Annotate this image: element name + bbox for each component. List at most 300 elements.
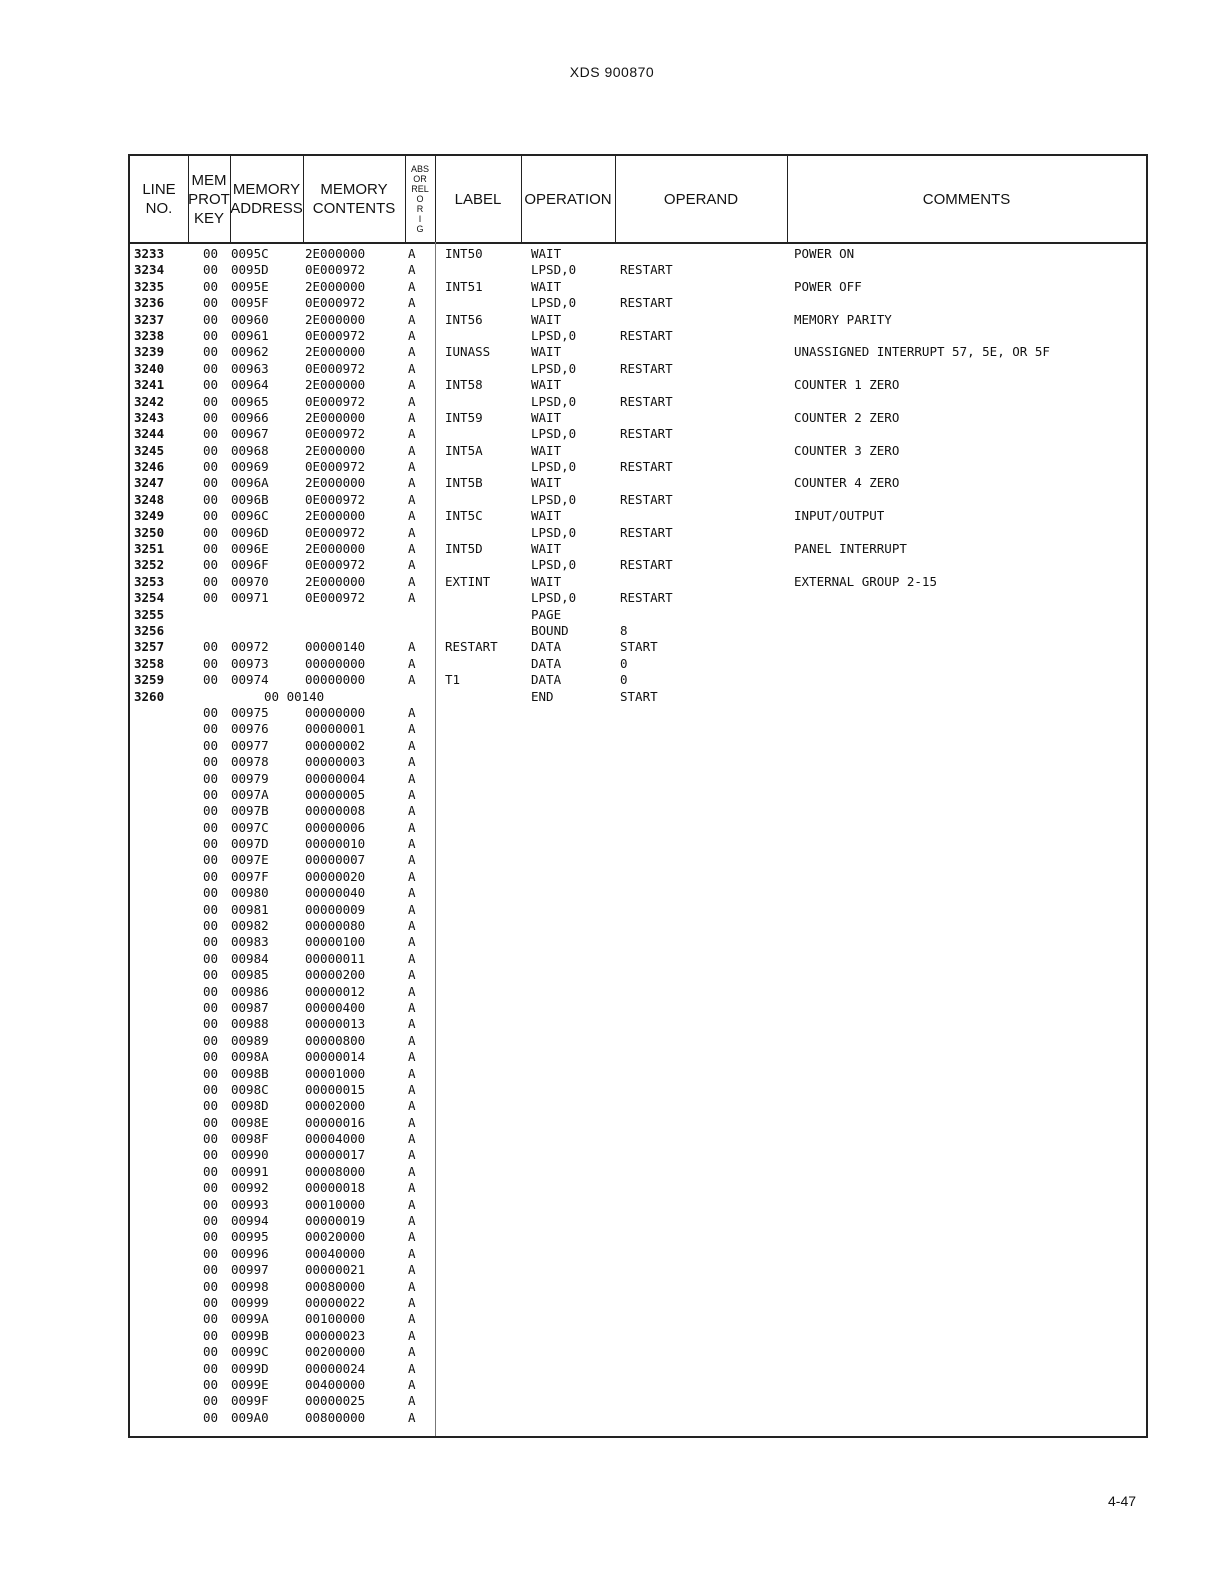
mem-prot-key: 00 bbox=[203, 1131, 219, 1147]
memory-contents: 2E000000 bbox=[305, 442, 366, 458]
memory-address: 0097C bbox=[231, 819, 269, 835]
table-row bbox=[130, 1098, 1146, 1114]
memory-contents: 00200000 bbox=[305, 1344, 366, 1360]
memory-address: 00989 bbox=[231, 1032, 269, 1048]
table-row bbox=[130, 1049, 1146, 1065]
mem-prot-key: 00 bbox=[203, 786, 219, 802]
abs-rel-flag: A bbox=[408, 704, 416, 720]
operation-cell: WAIT bbox=[531, 344, 562, 360]
memory-address: 0099B bbox=[231, 1327, 269, 1343]
memory-contents: 00000010 bbox=[305, 836, 366, 852]
line-number: 3257 bbox=[134, 639, 165, 655]
table-row bbox=[130, 984, 1146, 1000]
table-row bbox=[130, 459, 1146, 475]
table-row bbox=[130, 951, 1146, 967]
line-number: 3235 bbox=[134, 278, 165, 294]
table-row bbox=[130, 1164, 1146, 1180]
memory-contents: 2E000000 bbox=[305, 409, 366, 425]
memory-contents: 00000009 bbox=[305, 901, 366, 917]
memory-contents: 0E000972 bbox=[305, 557, 366, 573]
memory-contents: 2E000000 bbox=[305, 573, 366, 589]
abs-rel-flag: A bbox=[408, 1376, 416, 1392]
mem-prot-key: 00 bbox=[203, 999, 219, 1015]
comment-cell: COUNTER 2 ZERO bbox=[794, 409, 900, 425]
abs-rel-flag: A bbox=[408, 901, 416, 917]
memory-address: 0096E bbox=[231, 541, 269, 557]
memory-contents: 00000000 bbox=[305, 672, 366, 688]
operation-cell: BOUND bbox=[531, 622, 569, 638]
abs-rel-flag: A bbox=[408, 1409, 416, 1425]
label-cell: INT5B bbox=[445, 475, 483, 491]
table-row bbox=[130, 869, 1146, 885]
abs-rel-flag: A bbox=[408, 672, 416, 688]
memory-address: 0099E bbox=[231, 1376, 269, 1392]
table-row bbox=[130, 623, 1146, 639]
abs-rel-flag: A bbox=[408, 426, 416, 442]
mem-prot-key: 00 bbox=[203, 967, 219, 983]
memory-address: 00987 bbox=[231, 999, 269, 1015]
memory-contents: 00800000 bbox=[305, 1409, 366, 1425]
memory-address: 00985 bbox=[231, 967, 269, 983]
memory-address: 0096A bbox=[231, 475, 269, 491]
abs-rel-flag: A bbox=[408, 1114, 416, 1130]
memory-address: 00984 bbox=[231, 950, 269, 966]
memory-contents: 0E000972 bbox=[305, 393, 366, 409]
table-row bbox=[130, 557, 1146, 573]
memory-contents: 0E000972 bbox=[305, 262, 366, 278]
memory-contents: 00000019 bbox=[305, 1213, 366, 1229]
abs-rel-flag: A bbox=[408, 852, 416, 868]
table-row bbox=[130, 639, 1146, 655]
memory-address: 0095E bbox=[231, 278, 269, 294]
table-row bbox=[130, 852, 1146, 868]
mem-prot-key: 00 bbox=[203, 557, 219, 573]
table-header bbox=[130, 156, 1146, 244]
memory-address: 0099F bbox=[231, 1393, 269, 1409]
memory-contents: 0E000972 bbox=[305, 295, 366, 311]
mem-prot-key: 00 bbox=[203, 1327, 219, 1343]
operation-cell: LPSD,0 bbox=[531, 590, 577, 606]
abs-rel-flag: A bbox=[408, 459, 416, 475]
operation-cell: LPSD,0 bbox=[531, 262, 577, 278]
memory-contents: 00000016 bbox=[305, 1114, 366, 1130]
table-row bbox=[130, 1295, 1146, 1311]
table-row bbox=[130, 574, 1146, 590]
mem-prot-key: 00 bbox=[203, 1049, 219, 1065]
memory-address: 0099D bbox=[231, 1360, 269, 1376]
abs-rel-flag: A bbox=[408, 246, 416, 261]
table-row bbox=[130, 1033, 1146, 1049]
table-row bbox=[130, 1262, 1146, 1278]
memory-contents: 00040000 bbox=[305, 1245, 366, 1261]
mem-prot-key: 00 bbox=[203, 393, 219, 409]
operand-cell: RESTART bbox=[620, 295, 673, 311]
memory-contents: 00000800 bbox=[305, 1032, 366, 1048]
table-row bbox=[130, 295, 1146, 311]
mem-prot-key: 00 bbox=[203, 1213, 219, 1229]
operand-cell: RESTART bbox=[620, 393, 673, 409]
header-abs-rel-orig: ABS OR REL O R I G bbox=[410, 164, 429, 234]
abs-rel-flag: A bbox=[408, 508, 416, 524]
table-row bbox=[130, 344, 1146, 360]
mem-prot-key: 00 bbox=[203, 1065, 219, 1081]
abs-rel-flag: A bbox=[408, 803, 416, 819]
memory-address: 00973 bbox=[231, 655, 269, 671]
mem-prot-key: 00 bbox=[203, 1262, 219, 1278]
mem-prot-key: 00 bbox=[203, 704, 219, 720]
mem-prot-key: 00 bbox=[203, 1180, 219, 1196]
operand-cell: RESTART bbox=[620, 262, 673, 278]
abs-rel-flag: A bbox=[408, 999, 416, 1015]
mem-prot-key: 00 bbox=[203, 475, 219, 491]
mem-prot-key: 00 bbox=[203, 1229, 219, 1245]
line-number: 3252 bbox=[134, 557, 165, 573]
memory-address: 00992 bbox=[231, 1180, 269, 1196]
line-number: 3237 bbox=[134, 311, 165, 327]
abs-rel-flag: A bbox=[408, 295, 416, 311]
label-cell: EXTINT bbox=[445, 573, 491, 589]
table-row bbox=[130, 492, 1146, 508]
operation-cell: LPSD,0 bbox=[531, 557, 577, 573]
memory-address: 00981 bbox=[231, 901, 269, 917]
abs-rel-flag: A bbox=[408, 1131, 416, 1147]
line-number: 3253 bbox=[134, 573, 165, 589]
end-value: 00 00140 bbox=[264, 688, 325, 704]
line-number: 3251 bbox=[134, 541, 165, 557]
mem-prot-key: 00 bbox=[203, 327, 219, 343]
memory-contents: 00000006 bbox=[305, 819, 366, 835]
memory-contents: 00000023 bbox=[305, 1327, 366, 1343]
memory-address: 0097D bbox=[231, 836, 269, 852]
mem-prot-key: 00 bbox=[203, 1360, 219, 1376]
comment-cell: UNASSIGNED INTERRUPT 57, 5E, OR 5F bbox=[794, 344, 1050, 360]
line-number: 3243 bbox=[134, 409, 165, 425]
memory-contents: 2E000000 bbox=[305, 541, 366, 557]
mem-prot-key: 00 bbox=[203, 344, 219, 360]
memory-address: 0096D bbox=[231, 524, 269, 540]
memory-contents: 00000008 bbox=[305, 803, 366, 819]
operation-cell: LPSD,0 bbox=[531, 524, 577, 540]
mem-prot-key: 00 bbox=[203, 426, 219, 442]
header-mem-prot-key: MEM PROT KEY bbox=[188, 171, 230, 227]
label-cell: INT50 bbox=[445, 246, 483, 261]
memory-contents: 00001000 bbox=[305, 1065, 366, 1081]
mem-prot-key: 00 bbox=[203, 541, 219, 557]
mem-prot-key: 00 bbox=[203, 295, 219, 311]
memory-contents: 0E000972 bbox=[305, 590, 366, 606]
memory-address: 00997 bbox=[231, 1262, 269, 1278]
memory-address: 00988 bbox=[231, 1016, 269, 1032]
line-number: 3246 bbox=[134, 459, 165, 475]
memory-address: 00993 bbox=[231, 1196, 269, 1212]
line-number: 3255 bbox=[134, 606, 165, 622]
mem-prot-key: 00 bbox=[203, 901, 219, 917]
memory-contents: 00000025 bbox=[305, 1393, 366, 1409]
line-number: 3238 bbox=[134, 327, 165, 343]
memory-address: 0098F bbox=[231, 1131, 269, 1147]
memory-address: 0095F bbox=[231, 295, 269, 311]
comment-cell: COUNTER 3 ZERO bbox=[794, 442, 900, 458]
table-row bbox=[130, 721, 1146, 737]
mem-prot-key: 00 bbox=[203, 639, 219, 655]
mem-prot-key: 00 bbox=[203, 442, 219, 458]
table-row bbox=[130, 967, 1146, 983]
memory-contents: 00000040 bbox=[305, 885, 366, 901]
table-row bbox=[130, 1082, 1146, 1098]
table-row bbox=[130, 607, 1146, 623]
abs-rel-flag: A bbox=[408, 344, 416, 360]
comment-cell: MEMORY PARITY bbox=[794, 311, 892, 327]
operand-cell: RESTART bbox=[620, 426, 673, 442]
memory-address: 0096B bbox=[231, 491, 269, 507]
table-row bbox=[130, 787, 1146, 803]
abs-rel-flag: A bbox=[408, 1180, 416, 1196]
mem-prot-key: 00 bbox=[203, 1196, 219, 1212]
mem-prot-key: 00 bbox=[203, 1344, 219, 1360]
memory-address: 0099A bbox=[231, 1311, 269, 1327]
line-number: 3254 bbox=[134, 590, 165, 606]
memory-contents: 0E000972 bbox=[305, 426, 366, 442]
operand-cell: START bbox=[620, 639, 658, 655]
memory-address: 0096F bbox=[231, 557, 269, 573]
table-row bbox=[130, 820, 1146, 836]
memory-contents: 0E000972 bbox=[305, 360, 366, 376]
table-row bbox=[130, 1000, 1146, 1016]
operation-cell: DATA bbox=[531, 672, 562, 688]
abs-rel-flag: A bbox=[408, 983, 416, 999]
memory-address: 00967 bbox=[231, 426, 269, 442]
memory-contents: 00000011 bbox=[305, 950, 366, 966]
abs-rel-flag: A bbox=[408, 1098, 416, 1114]
table-row bbox=[130, 705, 1146, 721]
line-number: 3258 bbox=[134, 655, 165, 671]
line-number: 3234 bbox=[134, 262, 165, 278]
mem-prot-key: 00 bbox=[203, 737, 219, 753]
abs-rel-flag: A bbox=[408, 1245, 416, 1261]
abs-rel-flag: A bbox=[408, 278, 416, 294]
table-row bbox=[130, 885, 1146, 901]
abs-rel-flag: A bbox=[408, 557, 416, 573]
operand-cell: RESTART bbox=[620, 360, 673, 376]
abs-rel-flag: A bbox=[408, 1032, 416, 1048]
mem-prot-key: 00 bbox=[203, 1163, 219, 1179]
abs-rel-flag: A bbox=[408, 639, 416, 655]
abs-rel-flag: A bbox=[408, 393, 416, 409]
comment-cell: COUNTER 1 ZERO bbox=[794, 377, 900, 393]
table-row bbox=[130, 738, 1146, 754]
table-row bbox=[130, 1377, 1146, 1393]
memory-contents: 00020000 bbox=[305, 1229, 366, 1245]
line-number: 3250 bbox=[134, 524, 165, 540]
mem-prot-key: 00 bbox=[203, 1278, 219, 1294]
abs-rel-flag: A bbox=[408, 770, 416, 786]
mem-prot-key: 00 bbox=[203, 1081, 219, 1097]
line-number: 3242 bbox=[134, 393, 165, 409]
memory-address: 00966 bbox=[231, 409, 269, 425]
operand-cell: RESTART bbox=[620, 327, 673, 343]
memory-contents: 00000014 bbox=[305, 1049, 366, 1065]
label-cell: INT5C bbox=[445, 508, 483, 524]
mem-prot-key: 00 bbox=[203, 803, 219, 819]
memory-address: 00968 bbox=[231, 442, 269, 458]
table-row bbox=[130, 803, 1146, 819]
label-cell: INT58 bbox=[445, 377, 483, 393]
line-number: 3239 bbox=[134, 344, 165, 360]
header-line-no: LINE NO. bbox=[142, 181, 176, 217]
listing-table bbox=[128, 154, 1148, 1438]
table-row bbox=[130, 541, 1146, 557]
memory-contents: 00000200 bbox=[305, 967, 366, 983]
mem-prot-key: 00 bbox=[203, 524, 219, 540]
table-row bbox=[130, 918, 1146, 934]
memory-address: 00986 bbox=[231, 983, 269, 999]
memory-contents: 00000000 bbox=[305, 655, 366, 671]
table-row bbox=[130, 246, 1146, 262]
operand-cell: 8 bbox=[620, 622, 628, 638]
mem-prot-key: 00 bbox=[203, 360, 219, 376]
memory-contents: 00000140 bbox=[305, 639, 366, 655]
table-row bbox=[130, 1279, 1146, 1295]
table-row bbox=[130, 771, 1146, 787]
mem-prot-key: 00 bbox=[203, 573, 219, 589]
abs-rel-flag: A bbox=[408, 327, 416, 343]
memory-contents: 2E000000 bbox=[305, 246, 366, 261]
mem-prot-key: 00 bbox=[203, 1098, 219, 1114]
comment-cell: PANEL INTERRUPT bbox=[794, 541, 907, 557]
memory-contents: 00000007 bbox=[305, 852, 366, 868]
operand-cell: RESTART bbox=[620, 524, 673, 540]
abs-rel-flag: A bbox=[408, 1360, 416, 1376]
mem-prot-key: 00 bbox=[203, 246, 219, 261]
mem-prot-key: 00 bbox=[203, 770, 219, 786]
line-number: 3249 bbox=[134, 508, 165, 524]
abs-rel-flag: A bbox=[408, 1213, 416, 1229]
label-cell: INT5A bbox=[445, 442, 483, 458]
mem-prot-key: 00 bbox=[203, 1409, 219, 1425]
header-memory-contents: MEMORY CONTENTS bbox=[312, 181, 396, 217]
label-cell: RESTART bbox=[445, 639, 498, 655]
operation-cell: END bbox=[531, 688, 554, 704]
comment-cell: POWER OFF bbox=[794, 278, 862, 294]
mem-prot-key: 00 bbox=[203, 459, 219, 475]
label-cell: T1 bbox=[445, 672, 461, 688]
memory-contents: 00000002 bbox=[305, 737, 366, 753]
memory-address: 00961 bbox=[231, 327, 269, 343]
abs-rel-flag: A bbox=[408, 377, 416, 393]
abs-rel-flag: A bbox=[408, 541, 416, 557]
memory-address: 00970 bbox=[231, 573, 269, 589]
table-row bbox=[130, 377, 1146, 393]
memory-contents: 00000003 bbox=[305, 754, 366, 770]
memory-address: 0098A bbox=[231, 1049, 269, 1065]
abs-rel-flag: A bbox=[408, 918, 416, 934]
operand-cell: RESTART bbox=[620, 491, 673, 507]
abs-rel-flag: A bbox=[408, 1016, 416, 1032]
line-number: 3245 bbox=[134, 442, 165, 458]
header-operand: OPERAND bbox=[663, 190, 739, 208]
memory-address: 00974 bbox=[231, 672, 269, 688]
table-row bbox=[130, 475, 1146, 491]
mem-prot-key: 00 bbox=[203, 590, 219, 606]
line-number: 3256 bbox=[134, 622, 165, 638]
operand-cell: 0 bbox=[620, 672, 628, 688]
memory-contents: 00000001 bbox=[305, 721, 366, 737]
mem-prot-key: 00 bbox=[203, 721, 219, 737]
memory-contents: 0E000972 bbox=[305, 491, 366, 507]
line-number: 3233 bbox=[134, 246, 165, 261]
mem-prot-key: 00 bbox=[203, 655, 219, 671]
memory-contents: 00000080 bbox=[305, 918, 366, 934]
abs-rel-flag: A bbox=[408, 1393, 416, 1409]
mem-prot-key: 00 bbox=[203, 836, 219, 852]
mem-prot-key: 00 bbox=[203, 754, 219, 770]
table-row bbox=[130, 1361, 1146, 1377]
operation-cell: LPSD,0 bbox=[531, 327, 577, 343]
memory-address: 0097F bbox=[231, 868, 269, 884]
operation-cell: WAIT bbox=[531, 442, 562, 458]
memory-address: 0098B bbox=[231, 1065, 269, 1081]
memory-address: 009A0 bbox=[231, 1409, 269, 1425]
table-row bbox=[130, 836, 1146, 852]
abs-rel-flag: A bbox=[408, 836, 416, 852]
mem-prot-key: 00 bbox=[203, 311, 219, 327]
line-number: 3240 bbox=[134, 360, 165, 376]
abs-rel-flag: A bbox=[408, 1295, 416, 1310]
memory-address: 00963 bbox=[231, 360, 269, 376]
abs-rel-flag: A bbox=[408, 1147, 416, 1163]
table-row bbox=[130, 1246, 1146, 1262]
label-cell: INT5D bbox=[445, 541, 483, 557]
memory-address: 00971 bbox=[231, 590, 269, 606]
abs-rel-flag: A bbox=[408, 786, 416, 802]
table-row bbox=[130, 426, 1146, 442]
table-row bbox=[130, 262, 1146, 278]
abs-rel-flag: A bbox=[408, 311, 416, 327]
table-row bbox=[130, 1180, 1146, 1196]
memory-address: 00979 bbox=[231, 770, 269, 786]
table-body bbox=[130, 246, 1146, 1426]
abs-rel-flag: A bbox=[408, 1344, 416, 1360]
memory-address: 0098D bbox=[231, 1098, 269, 1114]
header-operation: OPERATION bbox=[524, 190, 612, 208]
operand-cell: 0 bbox=[620, 655, 628, 671]
abs-rel-flag: A bbox=[408, 590, 416, 606]
mem-prot-key: 00 bbox=[203, 1311, 219, 1327]
memory-address: 00978 bbox=[231, 754, 269, 770]
mem-prot-key: 00 bbox=[203, 868, 219, 884]
document-id: XDS 900870 bbox=[569, 64, 655, 80]
line-number: 3247 bbox=[134, 475, 165, 491]
comment-cell: INPUT/OUTPUT bbox=[794, 508, 885, 524]
operation-cell: LPSD,0 bbox=[531, 459, 577, 475]
memory-contents: 00000022 bbox=[305, 1295, 366, 1310]
table-row bbox=[130, 1410, 1146, 1426]
memory-contents: 00000013 bbox=[305, 1016, 366, 1032]
memory-contents: 00000018 bbox=[305, 1180, 366, 1196]
abs-rel-flag: A bbox=[408, 754, 416, 770]
header-memory-address: MEMORY ADDRESS bbox=[230, 181, 303, 217]
abs-rel-flag: A bbox=[408, 409, 416, 425]
memory-address: 00998 bbox=[231, 1278, 269, 1294]
memory-contents: 00000005 bbox=[305, 786, 366, 802]
memory-contents: 00400000 bbox=[305, 1376, 366, 1392]
operation-cell: WAIT bbox=[531, 475, 562, 491]
memory-address: 0095D bbox=[231, 262, 269, 278]
abs-rel-flag: A bbox=[408, 950, 416, 966]
memory-address: 00995 bbox=[231, 1229, 269, 1245]
memory-contents: 0E000972 bbox=[305, 327, 366, 343]
memory-address: 0098C bbox=[231, 1081, 269, 1097]
